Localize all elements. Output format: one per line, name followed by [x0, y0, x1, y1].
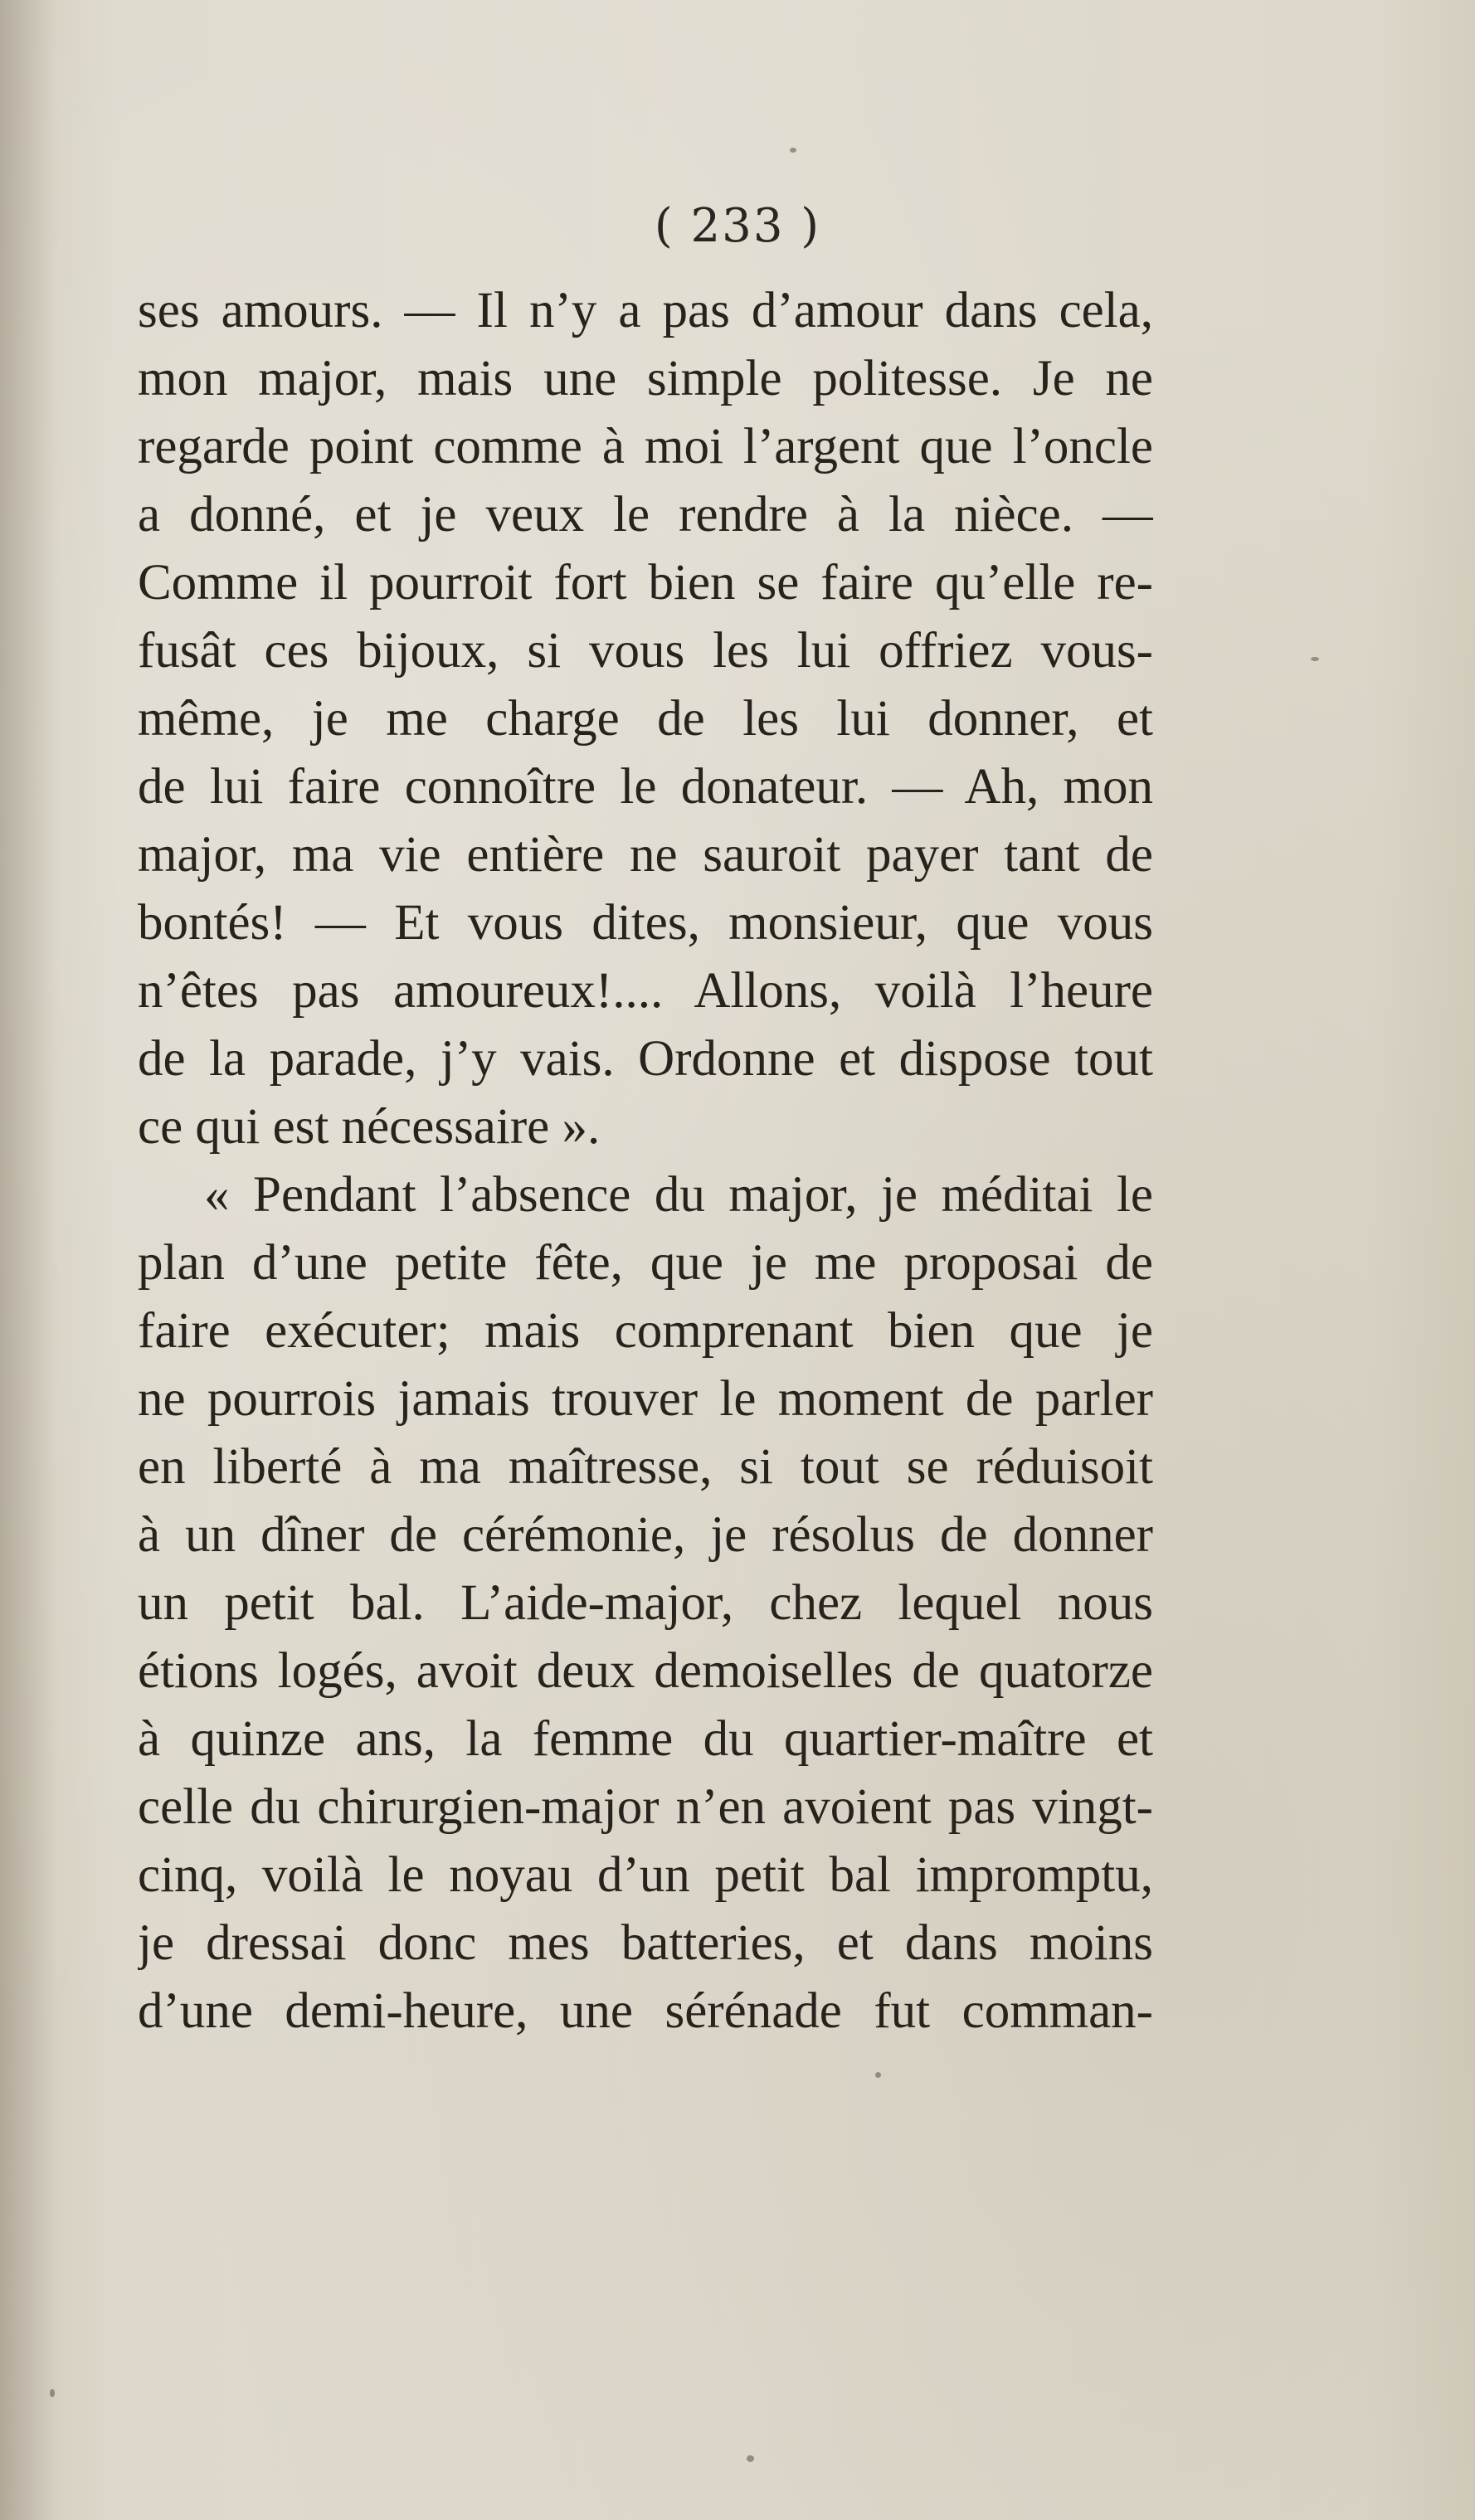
- text-line: ses amours. — Il n’y a pas d’amour dans cela,: [138, 283, 1153, 338]
- paper-speck: [747, 2455, 754, 2462]
- paragraph-end-line: ce qui est nécessaire ».: [138, 1099, 601, 1155]
- text-line: mon major, mais une simple politesse. Je ne: [138, 351, 1153, 406]
- spine-shadow: [0, 0, 58, 2520]
- text-line: étions logés, avoit deux demoiselles de quatorze: [138, 1643, 1153, 1699]
- paper-speck: [1311, 657, 1319, 661]
- text-line: regarde point comme à moi l’argent que l’oncle: [138, 419, 1153, 474]
- text-line: faire exécuter; mais comprenant bien que je: [138, 1303, 1153, 1359]
- text-line: bontés! — Et vous dites, monsieur, que vous: [138, 895, 1153, 951]
- text-line: un petit bal. L’aide-major, chez lequel nous: [138, 1575, 1153, 1631]
- page-number: ( 233 ): [654, 199, 821, 253]
- paper-speck: [790, 148, 796, 153]
- text-line: de lui faire connoître le donateur. — Ah, mon: [138, 759, 1153, 815]
- text-line: ne pourrois jamais trouver le moment de parler: [138, 1371, 1153, 1427]
- text-line: plan d’une petite fête, que je me proposai de: [138, 1235, 1153, 1291]
- text-line: n’êtes pas amoureux!.... Allons, voilà l’heure: [138, 963, 1153, 1019]
- paper-speck: [50, 2389, 55, 2397]
- text-line: même, je me charge de les lui donner, et: [138, 691, 1153, 747]
- text-line: à un dîner de cérémonie, je résolus de donner: [138, 1507, 1153, 1563]
- body-text: [138, 277, 1153, 2046]
- text-line: a donné, et je veux le rendre à la nièce. —: [138, 487, 1153, 542]
- text-line: Comme il pourroit fort bien se faire qu’elle re-: [138, 555, 1153, 611]
- text-line: je dressai donc mes batteries, et dans moins: [138, 1915, 1153, 1971]
- text-line: en liberté à ma maîtresse, si tout se réduisoit: [138, 1439, 1153, 1495]
- text-line: d’une demi-heure, une sérénade fut comman-: [138, 1983, 1153, 2039]
- paragraph-start-line: « Pendant l’absence du major, je méditai le: [204, 1167, 1153, 1223]
- text-line: celle du chirurgien-major n’en avoient pas vingt-: [138, 1779, 1153, 1835]
- text-line: fusât ces bijoux, si vous les lui offriez vous-: [138, 623, 1153, 679]
- text-line: de la parade, j’y vais. Ordonne et dispose tout: [138, 1031, 1153, 1087]
- text-line: major, ma vie entière ne sauroit payer tant de: [138, 827, 1153, 883]
- text-line: à quinze ans, la femme du quartier-maître et: [138, 1711, 1153, 1767]
- text-line: cinq, voilà le noyau d’un petit bal impromptu,: [138, 1847, 1153, 1903]
- paper-speck: [875, 2072, 881, 2078]
